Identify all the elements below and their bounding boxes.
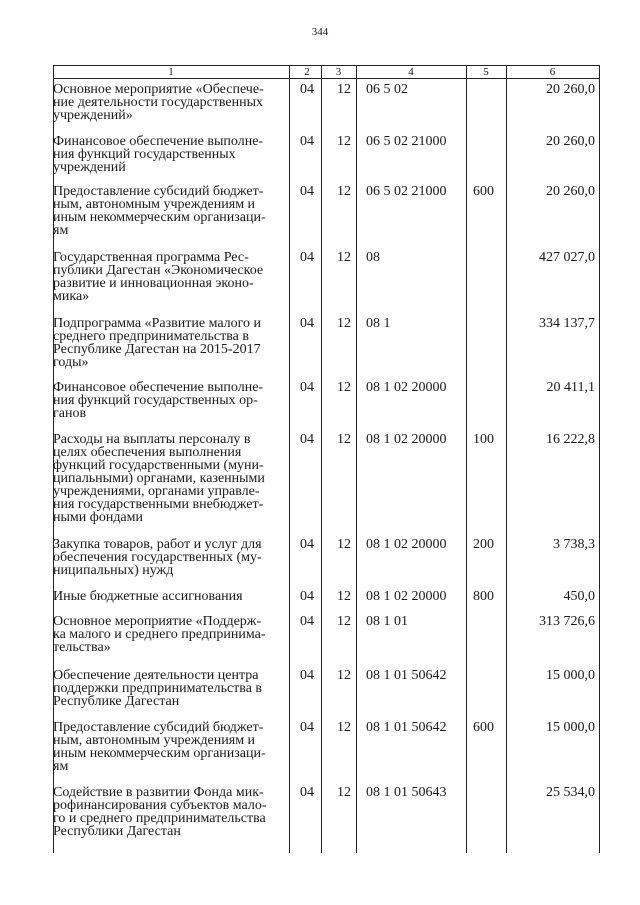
row-name-line: Основное мероприятие «Обеспече- bbox=[53, 82, 264, 97]
row-name-line: ям bbox=[53, 759, 69, 774]
cell-c2: 04 bbox=[300, 668, 314, 683]
row-name-line: публики Дагестан «Экономическое bbox=[53, 263, 264, 278]
cell-c2: 04 bbox=[300, 614, 314, 629]
row-name-line: Финансовое обеспечение выполне- bbox=[53, 134, 264, 149]
column-divider bbox=[289, 65, 290, 853]
cell-c6: 15 000,0 bbox=[546, 668, 595, 683]
row-name-line: Содействие в развитии Фонда мик- bbox=[53, 785, 264, 800]
cell-c3: 12 bbox=[337, 589, 351, 604]
row-name-line: годы» bbox=[53, 355, 89, 370]
cell-c3: 12 bbox=[337, 134, 351, 149]
column-divider bbox=[356, 65, 357, 853]
cell-c2: 04 bbox=[300, 250, 314, 265]
row-name bbox=[53, 669, 285, 708]
row-name-line: ния функций государственных ор- bbox=[53, 393, 258, 408]
row-name-line: мика» bbox=[53, 289, 90, 304]
row-name-line: ным, автономным учреждениям и bbox=[53, 197, 256, 212]
row-name-line: учреждений bbox=[53, 160, 126, 175]
cell-c3: 12 bbox=[337, 785, 351, 800]
row-name-line: развитие и инновационная эконо- bbox=[53, 276, 254, 291]
cell-c6: 334 137,7 bbox=[539, 316, 595, 331]
row-name bbox=[53, 83, 285, 122]
row-name-line: целях обеспечения выполнения bbox=[53, 445, 242, 460]
row-name bbox=[53, 251, 285, 303]
cell-c2: 04 bbox=[300, 537, 314, 552]
row-name-line: Иные бюджетные ассигнования bbox=[53, 589, 243, 604]
column-divider bbox=[506, 65, 507, 853]
row-name-line: Основное мероприятие «Поддерж- bbox=[53, 614, 262, 629]
row-name-line: ния функций государственных bbox=[53, 147, 236, 162]
cell-c6: 450,0 bbox=[563, 589, 595, 604]
cell-c5: 600 bbox=[473, 184, 494, 199]
row-name bbox=[53, 381, 285, 420]
row-name bbox=[53, 185, 285, 237]
page-number: 344 bbox=[311, 26, 329, 38]
header-col-6: 6 bbox=[549, 66, 556, 78]
cell-c5: 100 bbox=[473, 432, 494, 447]
cell-c3: 12 bbox=[337, 250, 351, 265]
column-divider bbox=[466, 65, 467, 853]
row-name-line: ка малого и среднего предпринима- bbox=[53, 627, 266, 642]
cell-c6: 25 534,0 bbox=[546, 785, 595, 800]
row-name bbox=[53, 615, 285, 654]
column-divider bbox=[321, 65, 322, 853]
cell-c4: 08 1 01 bbox=[366, 614, 408, 629]
cell-c6: 20 260,0 bbox=[546, 134, 595, 149]
cell-c4: 08 1 02 20000 bbox=[366, 589, 447, 604]
row-name bbox=[53, 317, 285, 369]
row-name-line: обеспечения государственных (му- bbox=[53, 550, 262, 565]
row-name-line: Расходы на выплаты персоналу в bbox=[53, 432, 251, 447]
cell-c6: 15 000,0 bbox=[546, 720, 595, 735]
cell-c6: 20 411,1 bbox=[546, 380, 595, 395]
row-name-line: учреждениями, органами управле- bbox=[53, 484, 260, 499]
cell-c6: 20 260,0 bbox=[546, 184, 595, 199]
row-name-line: Республике Дагестан bbox=[53, 694, 180, 709]
row-name-line: го и среднего предпринимательства bbox=[53, 811, 266, 826]
cell-c3: 12 bbox=[337, 432, 351, 447]
cell-c2: 04 bbox=[300, 316, 314, 331]
cell-c2: 04 bbox=[300, 720, 314, 735]
header-col-5: 5 bbox=[483, 66, 489, 78]
row-name-line: среднего предпринимательства в bbox=[53, 329, 249, 344]
cell-c6: 16 222,8 bbox=[546, 432, 595, 447]
row-name bbox=[53, 786, 285, 838]
cell-c2: 04 bbox=[300, 134, 314, 149]
row-name-line: ным, автономным учреждениям и bbox=[53, 733, 256, 748]
row-name-line: функций государственными (муни- bbox=[53, 458, 264, 473]
cell-c4: 08 1 bbox=[366, 316, 391, 331]
cell-c4: 08 1 01 50642 bbox=[366, 668, 447, 683]
cell-c4: 08 1 02 20000 bbox=[366, 380, 447, 395]
row-name-line: Подпрограмма «Развитие малого и bbox=[53, 316, 262, 331]
row-name-line: рофинансирования субъектов мало- bbox=[53, 798, 267, 813]
row-name bbox=[53, 433, 285, 524]
cell-c3: 12 bbox=[337, 380, 351, 395]
cell-c4: 06 5 02 21000 bbox=[366, 184, 447, 199]
row-name-line: ние деятельности государственных bbox=[53, 95, 264, 110]
header-col-2: 2 bbox=[304, 66, 310, 78]
cell-c6: 20 260,0 bbox=[546, 82, 595, 97]
row-name-line: Обеспечение деятельности центра bbox=[53, 668, 259, 683]
cell-c2: 04 bbox=[300, 589, 314, 604]
cell-c4: 08 1 01 50643 bbox=[366, 785, 447, 800]
row-name-line: ния государственными внебюджет- bbox=[53, 497, 264, 512]
row-name-line: Республике Дагестан на 2015-2017 bbox=[53, 342, 261, 357]
cell-c2: 04 bbox=[300, 82, 314, 97]
row-name-line: Предоставление субсидий бюджет- bbox=[53, 720, 264, 735]
row-name bbox=[53, 135, 285, 174]
row-name-line: ям bbox=[53, 223, 69, 238]
cell-c3: 12 bbox=[337, 184, 351, 199]
cell-c4: 08 bbox=[366, 250, 380, 265]
row-name-line: Республики Дагестан bbox=[53, 824, 181, 839]
cell-c6: 427 027,0 bbox=[539, 250, 595, 265]
table-border-right bbox=[599, 65, 600, 853]
cell-c2: 04 bbox=[300, 184, 314, 199]
cell-c3: 12 bbox=[337, 316, 351, 331]
row-name-line: иным некоммерческим организаци- bbox=[53, 210, 266, 225]
cell-c5: 200 bbox=[473, 537, 494, 552]
row-name-line: Предоставление субсидий бюджет- bbox=[53, 184, 264, 199]
header-col-4: 4 bbox=[408, 66, 414, 78]
cell-c4: 06 5 02 bbox=[366, 82, 408, 97]
row-name-line: Финансовое обеспечение выполне- bbox=[53, 380, 264, 395]
row-name-line: ганов bbox=[53, 406, 87, 421]
row-name-line: ными фондами bbox=[53, 510, 144, 525]
row-name-line: иным некоммерческим организаци- bbox=[53, 746, 266, 761]
row-name-line: ципальными) органами, казенными bbox=[53, 471, 265, 486]
cell-c5: 800 bbox=[473, 589, 494, 604]
cell-c4: 08 1 02 20000 bbox=[366, 432, 447, 447]
row-name-line: Закупка товаров, работ и услуг для bbox=[53, 537, 262, 552]
cell-c5: 600 bbox=[473, 720, 494, 735]
row-name bbox=[53, 538, 285, 577]
cell-c2: 04 bbox=[300, 432, 314, 447]
table-header bbox=[53, 65, 599, 79]
row-name-line: тельства» bbox=[53, 640, 111, 655]
cell-c6: 313 726,6 bbox=[539, 614, 595, 629]
header-col-3: 3 bbox=[335, 66, 342, 78]
cell-c4: 08 1 01 50642 bbox=[366, 720, 447, 735]
row-name bbox=[53, 721, 285, 773]
cell-c2: 04 bbox=[300, 380, 314, 395]
cell-c3: 12 bbox=[337, 720, 351, 735]
row-name-line: поддержки предпринимательства в bbox=[53, 681, 263, 696]
cell-c4: 06 5 02 21000 bbox=[366, 134, 447, 149]
row-name bbox=[53, 590, 285, 603]
cell-c3: 12 bbox=[337, 668, 351, 683]
cell-c6: 3 738,3 bbox=[553, 537, 595, 552]
row-name-line: ниципальных) нужд bbox=[53, 563, 174, 578]
cell-c3: 12 bbox=[337, 614, 351, 629]
row-name-line: Государственная программа Рес- bbox=[53, 250, 249, 265]
cell-c3: 12 bbox=[337, 537, 351, 552]
cell-c3: 12 bbox=[337, 82, 351, 97]
row-name-line: учреждений» bbox=[53, 108, 133, 123]
cell-c2: 04 bbox=[300, 785, 314, 800]
header-col-1: 1 bbox=[168, 66, 174, 78]
cell-c4: 08 1 02 20000 bbox=[366, 537, 447, 552]
